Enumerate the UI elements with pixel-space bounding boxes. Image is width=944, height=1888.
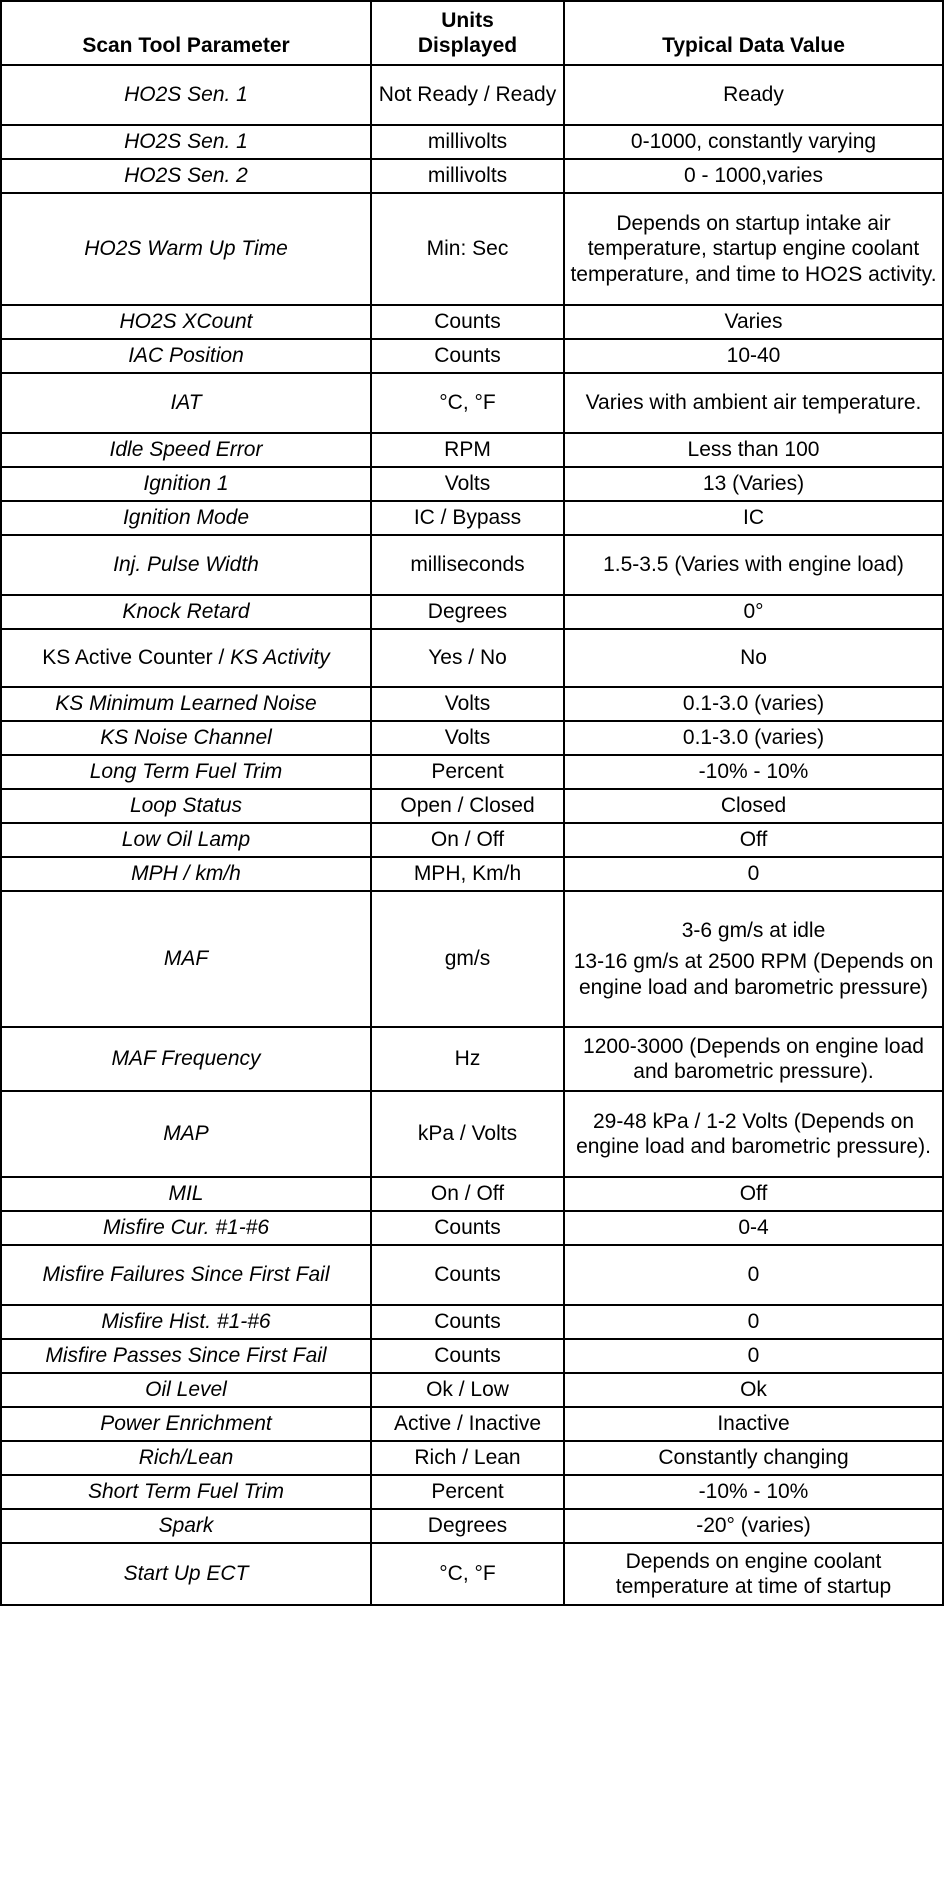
cell-units: Degrees xyxy=(371,595,564,629)
table-row xyxy=(1,1441,943,1475)
cell-units: Open / Closed xyxy=(371,789,564,823)
cell-parameter: MAP xyxy=(1,1091,371,1177)
cell-value: 0 xyxy=(564,1305,943,1339)
cell-parameter: Misfire Failures Since First Fail xyxy=(1,1245,371,1305)
cell-units: Counts xyxy=(371,305,564,339)
table-row xyxy=(1,1091,943,1177)
cell-value: 29-48 kPa / 1-2 Volts (Depends on engine load and barometric pressure). xyxy=(564,1091,943,1177)
cell-value: Inactive xyxy=(564,1407,943,1441)
table-row xyxy=(1,789,943,823)
table-row xyxy=(1,467,943,501)
cell-parameter: Misfire Hist. #1-#6 xyxy=(1,1305,371,1339)
cell-parameter: Long Term Fuel Trim xyxy=(1,755,371,789)
cell-units: On / Off xyxy=(371,823,564,857)
cell-value: 0-4 xyxy=(564,1211,943,1245)
table-row xyxy=(1,687,943,721)
table-row xyxy=(1,65,943,125)
cell-value: No xyxy=(564,629,943,687)
table-row xyxy=(1,755,943,789)
table-row xyxy=(1,1475,943,1509)
cell-parameter: HO2S Sen. 1 xyxy=(1,65,371,125)
cell-units: Min: Sec xyxy=(371,193,564,305)
cell-parameter: Oil Level xyxy=(1,1373,371,1407)
cell-value: -10% - 10% xyxy=(564,1475,943,1509)
header-units-line1: Units xyxy=(441,8,494,32)
header-value: Typical Data Value xyxy=(564,1,943,65)
table-row xyxy=(1,629,943,687)
cell-parameter: HO2S XCount xyxy=(1,305,371,339)
cell-value: Off xyxy=(564,823,943,857)
cell-units: Percent xyxy=(371,755,564,789)
cell-units: milliseconds xyxy=(371,535,564,595)
cell-value: Varies xyxy=(564,305,943,339)
cell-parameter: Low Oil Lamp xyxy=(1,823,371,857)
table-row xyxy=(1,193,943,305)
cell-value: 0.1-3.0 (varies) xyxy=(564,721,943,755)
header-units xyxy=(371,1,564,65)
table-row xyxy=(1,1373,943,1407)
cell-parameter: KS Noise Channel xyxy=(1,721,371,755)
cell-units: Not Ready / Ready xyxy=(371,65,564,125)
cell-parameter: MIL xyxy=(1,1177,371,1211)
cell-units: Volts xyxy=(371,467,564,501)
cell-units: Counts xyxy=(371,1305,564,1339)
table-row xyxy=(1,159,943,193)
cell-value-line: 13-16 gm/s at 2500 RPM (Depends on engine load and barometric pressure) xyxy=(573,950,934,999)
cell-units: Volts xyxy=(371,687,564,721)
cell-value: IC xyxy=(564,501,943,535)
cell-value-line: 3-6 gm/s at idle xyxy=(681,919,826,943)
cell-value: 13 (Varies) xyxy=(564,467,943,501)
cell-units: °C, °F xyxy=(371,1543,564,1605)
cell-units: Rich / Lean xyxy=(371,1441,564,1475)
cell-units: Counts xyxy=(371,1211,564,1245)
cell-parameter: Power Enrichment xyxy=(1,1407,371,1441)
cell-units: Ok / Low xyxy=(371,1373,564,1407)
table-row xyxy=(1,595,943,629)
cell-value: 0 xyxy=(564,1339,943,1373)
cell-value: 0-1000, constantly varying xyxy=(564,125,943,159)
cell-parameter: HO2S Sen. 2 xyxy=(1,159,371,193)
table-row xyxy=(1,305,943,339)
table-row xyxy=(1,373,943,433)
cell-parameter: Knock Retard xyxy=(1,595,371,629)
cell-units: Yes / No xyxy=(371,629,564,687)
cell-parameter: Ignition 1 xyxy=(1,467,371,501)
cell-value: 0.1-3.0 (varies) xyxy=(564,687,943,721)
cell-units: gm/s xyxy=(371,891,564,1027)
header-row xyxy=(1,1,943,65)
table-row xyxy=(1,1305,943,1339)
cell-units: Percent xyxy=(371,1475,564,1509)
table-row xyxy=(1,1211,943,1245)
table-row xyxy=(1,535,943,595)
cell-units: Hz xyxy=(371,1027,564,1091)
cell-parameter: Ignition Mode xyxy=(1,501,371,535)
cell-parameter: HO2S Sen. 1 xyxy=(1,125,371,159)
header-units-line2: Displayed xyxy=(417,33,518,57)
cell-parameter: HO2S Warm Up Time xyxy=(1,193,371,305)
cell-parameter: IAT xyxy=(1,373,371,433)
cell-value: Constantly changing xyxy=(564,1441,943,1475)
cell-value: 0° xyxy=(564,595,943,629)
cell-parameter: MAF Frequency xyxy=(1,1027,371,1091)
cell-units: Active / Inactive xyxy=(371,1407,564,1441)
table-row xyxy=(1,1543,943,1605)
cell-value: 0 xyxy=(564,857,943,891)
table-row xyxy=(1,1177,943,1211)
table-row xyxy=(1,501,943,535)
cell-units: Counts xyxy=(371,339,564,373)
cell-value: 0 - 1000,varies xyxy=(564,159,943,193)
cell-value: Less than 100 xyxy=(564,433,943,467)
cell-parameter: MAF xyxy=(1,891,371,1027)
cell-value: Depends on engine coolant temperature at time of startup xyxy=(564,1543,943,1605)
cell-value: Ok xyxy=(564,1373,943,1407)
cell-value: 10-40 xyxy=(564,339,943,373)
header-parameter: Scan Tool Parameter xyxy=(1,1,371,65)
cell-parameter: Misfire Passes Since First Fail xyxy=(1,1339,371,1373)
cell-units: On / Off xyxy=(371,1177,564,1211)
cell-parameter: Idle Speed Error xyxy=(1,433,371,467)
cell-units: Degrees xyxy=(371,1509,564,1543)
table-row xyxy=(1,1245,943,1305)
cell-units: IC / Bypass xyxy=(371,501,564,535)
cell-units: millivolts xyxy=(371,159,564,193)
cell-parameter: Rich/Lean xyxy=(1,1441,371,1475)
cell-value: Ready xyxy=(564,65,943,125)
cell-parameter-italic: KS Activity xyxy=(230,646,330,670)
cell-parameter: IAC Position xyxy=(1,339,371,373)
cell-parameter: Misfire Cur. #1-#6 xyxy=(1,1211,371,1245)
cell-value: Closed xyxy=(564,789,943,823)
table-row xyxy=(1,1407,943,1441)
table-row xyxy=(1,433,943,467)
cell-parameter: KS Minimum Learned Noise xyxy=(1,687,371,721)
table-row xyxy=(1,823,943,857)
cell-value: -20° (varies) xyxy=(564,1509,943,1543)
cell-parameter xyxy=(1,629,371,687)
cell-parameter: Short Term Fuel Trim xyxy=(1,1475,371,1509)
cell-parameter-plain: KS Active Counter / xyxy=(42,646,231,670)
table-row xyxy=(1,721,943,755)
cell-value: Depends on startup intake air temperature, startup engine coolant temperature, and time to HO2S activity. xyxy=(564,193,943,305)
cell-units: RPM xyxy=(371,433,564,467)
table-row xyxy=(1,891,943,1027)
cell-parameter: Loop Status xyxy=(1,789,371,823)
cell-parameter: Start Up ECT xyxy=(1,1543,371,1605)
cell-parameter: Inj. Pulse Width xyxy=(1,535,371,595)
cell-parameter: MPH / km/h xyxy=(1,857,371,891)
table-row xyxy=(1,1509,943,1543)
table-row xyxy=(1,1339,943,1373)
cell-value: Off xyxy=(564,1177,943,1211)
table-row xyxy=(1,125,943,159)
cell-units: kPa / Volts xyxy=(371,1091,564,1177)
table-row xyxy=(1,339,943,373)
cell-units: Counts xyxy=(371,1339,564,1373)
cell-units: MPH, Km/h xyxy=(371,857,564,891)
cell-value xyxy=(564,891,943,1027)
cell-value: Varies with ambient air temperature. xyxy=(564,373,943,433)
cell-units: millivolts xyxy=(371,125,564,159)
table-row xyxy=(1,857,943,891)
cell-units: °C, °F xyxy=(371,373,564,433)
cell-value: 1200-3000 (Depends on engine load and barometric pressure). xyxy=(564,1027,943,1091)
cell-units: Volts xyxy=(371,721,564,755)
cell-value: 1.5-3.5 (Varies with engine load) xyxy=(564,535,943,595)
cell-value: 0 xyxy=(564,1245,943,1305)
table-row xyxy=(1,1027,943,1091)
cell-value: -10% - 10% xyxy=(564,755,943,789)
cell-parameter: Spark xyxy=(1,1509,371,1543)
cell-units: Counts xyxy=(371,1245,564,1305)
